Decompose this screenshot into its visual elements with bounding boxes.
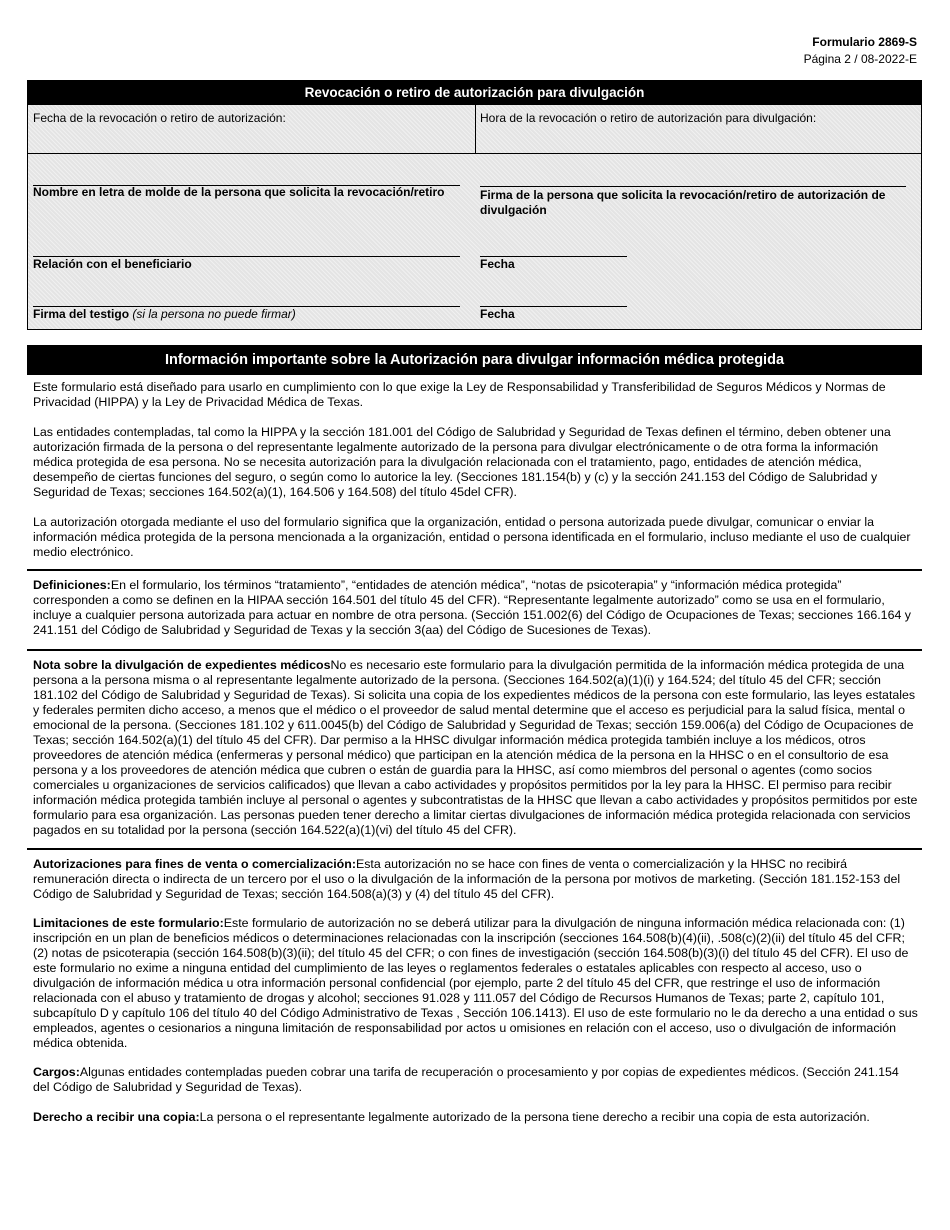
witness-label-text: Firma del testigo <box>33 307 130 321</box>
limitations-text: Este formulario de autorización no se deberá utilizar para la divulgación de ninguna información médica relacionada con: (1) inscripción en un plan de beneficios médicos o determinaciones relacionadas con la inscripción (secciones 164.508(b)(4)(ii), .508(c)(2)(ii) del título 45 del CFR; (2) notas de psicoterapia (sección 164.508(b)(3)(ii); del título 45 del CFR; o con fines de investigación (sección 164.508(b)(3)(i) del título 45 del CFR). El uso de este formulario no exime a ninguna entidad del cumplimiento de las leyes o reglamentos federales o estatales aplicables con respecto al acceso, uso o divulgación de información médica u otra información personal confidencial (por ejemplo, parte 2 del título 45 del CFR, que restringe el uso de información relacionada con el abuso y tratamiento de drogas y alcohol; secciones 91.028 y 111.057 del Código de Recursos Humanos de Texas; parte 2, capítulo 101, subcapítulo D y capítulo 106 del título 40 del Código Administrativo de Texas , Sección 106.1413). El uso de este formulario no le da derecho a una entidad o sus empleados, agentes o cesionarios a ninguna limitación de responsabilidad por actos u omisiones en relación con el acceso, uso o divulgación de información médica obtenida. <box>33 916 918 1050</box>
copy-right-text: La persona o el representante legalmente autorizado de la persona tiene derecho a recibir una copia de esta autorización. <box>199 1110 870 1124</box>
witness-note: (si la persona no puede firmar) <box>132 307 296 321</box>
section-divider <box>27 569 922 571</box>
charges-text: Algunas entidades contempladas pueden cobrar una tarifa de recuperación o procesamiento y por copias de expedientes médicos. (Sección 241.154 del Código de Salubridad y Seguridad de Texas). <box>33 1065 899 1094</box>
revocation-date-field[interactable]: Fecha de la revocación o retiro de autorización: <box>33 111 286 125</box>
charges-term: Cargos: <box>33 1065 80 1079</box>
section-divider <box>27 649 922 651</box>
definitions-text: En el formulario, los términos “tratamiento”, “entidades de atención médica”, “notas de psicoterapia” y “información médica protegida” corresponden a como se definen en la HIPAA sección 164.501 del título 45 del CFR). “Representante legalmente autorizado” como se usa en el formulario, incluye a cualquier persona autorizada para actuar en nombre de otra persona. (Sección 151.002(6) del Código de Ocupaciones de Texas; secciones 166.164 y 241.151 del Código de Salubridad y Seguridad de Texas y la sección 3(aa) del Código de Sucesiones de Texas). <box>33 578 911 637</box>
covered-entities-paragraph: Las entidades contempladas, tal como la HIPPA y la sección 181.001 del Código de Salubridad y Seguridad de Texas definen el término, deben obtener una autorización firmada de la persona o del representante legalmente autorizado de la persona para divulgar electrónicamente o de otra forma la información médica protegida de esa persona. No se necesita autorización para la divulgación relacionada con el tratamiento, pago, entidades de atención médica, desempeño de ciertas funciones del seguro, o según como lo autorice la ley. (Secciones 181.154(b) y (c) y la sección 241.153 del Código de Salubridad y Seguridad de Texas; secciones 164.502(a)(1), 164.506 y 164.508) del título 45del CFR). <box>33 425 891 499</box>
disclosure-note-term: Nota sobre la divulgación de expedientes médicos <box>33 658 331 672</box>
copy-right-term: Derecho a recibir una copia: <box>33 1110 200 1124</box>
authorization-meaning-paragraph: La autorización otorgada mediante el uso del formulario significa que la organización, entidad o persona autorizada puede divulgar, comunicar o enviar la información médica protegida de la persona mencionada a la organización, entidad o persona identificada en el formulario, incluso mediante el uso de cualquier medio electrónico. <box>33 515 911 559</box>
page-info: Página 2 / 08-2022-E <box>803 52 917 66</box>
form-number: Formulario 2869-S <box>812 35 917 49</box>
revocation-section <box>27 80 922 330</box>
definitions-term: Definiciones: <box>33 578 111 592</box>
charges-paragraph <box>33 1065 918 1095</box>
requester-signature-line[interactable] <box>480 186 906 187</box>
witness-date-label: Fecha <box>480 307 515 321</box>
sales-paragraph <box>33 857 918 902</box>
disclosure-note-paragraph <box>33 658 918 838</box>
limitations-paragraph <box>33 916 918 1051</box>
info-section-title: Información importante sobre la Autorización para divulgar información médica protegida <box>27 345 922 375</box>
field-divider <box>475 105 476 153</box>
divider <box>28 153 921 154</box>
copy-right-paragraph <box>33 1110 918 1125</box>
witness-label <box>33 307 296 322</box>
limitations-term: Limitaciones de este formulario: <box>33 916 224 930</box>
revocation-title: Revocación o retiro de autorización para divulgación <box>28 81 921 105</box>
requester-signature-label: Firma de la persona que solicita la revocación/retiro de autorización de divulgación <box>480 188 886 217</box>
intro-paragraph: Este formulario está diseñado para usarlo en cumplimiento con lo que exige la Ley de Responsabilidad y Transferibilidad de Seguros Médicos y Normas de Privacidad (HIPPA) y la Ley de Privacidad Médica de Texas. <box>33 380 886 409</box>
date-label: Fecha <box>480 257 515 271</box>
requester-name-label: Nombre en letra de molde de la persona que solicita la revocación/retiro <box>33 185 445 199</box>
sales-term: Autorizaciones para fines de venta o comercialización: <box>33 857 356 871</box>
relation-label: Relación con el beneficiario <box>33 257 192 271</box>
sales-text: Esta autorización no se hace con fines de venta o comercialización y la HHSC no recibirá remuneración directa o indirecta de un tercero por el uso o la divulgación de la información de la persona por motivos de marketing. (Sección 181.152-153 del Código de Salubridad y Seguridad de Texas; sección 164.508(a)(3) y (4) del título 45 del CFR). <box>33 857 901 901</box>
revocation-time-field[interactable]: Hora de la revocación o retiro de autorización para divulgación: <box>480 111 817 125</box>
definitions-paragraph <box>33 578 918 638</box>
section-divider <box>27 848 922 850</box>
disclosure-note-text: No es necesario este formulario para la divulgación permitida de la información médica protegida de una persona a la persona misma o al representante legalmente autorizado de la persona. (Secciones 164.502(a)(1)(i) y 164.524; del título 45 del CFR; sección 181.102 del Código de Salubridad y Seguridad de Texas). Si solicita una copia de los expedientes médicos de la persona con este formulario, las leyes estatales y federales permiten dicho acceso, a menos que el médico o el proveedor de salud mental determine que el acceso es perjudicial para la salud física, mental o emocional de la persona. (Secciones 181.102 y 611.0045(b) del Código de Salubridad y Seguridad de Texas; sección 159.006(a) del Código de Ocupaciones de Texas; sección 164.502(a)(1) del título 45 del CFR). Dar permiso a la HHSC divulgar información médica protegida también incluye a los médicos, otros proveedores de atención médica (enfermeras y personal médico) que participan en la atención médica de la persona en la HHSC o en el consultorio de esa persona y a los proveedores de atención médica que cubren o están de guardia para la HHSC, así como miembros del personal o agentes (como socios comerciales u organizaciones de servicios calificados) que llevan a cabo actividades y propósitos permitidos por la ley para la HHSC. El permiso para recibir información médica protegida también incluye al personal o agentes y subcontratistas de la HHSC que llevan a cabo actividades y propósitos permitidos por este formulario para esa organización. Las personas pueden tener derecho a limitar ciertas divulgaciones de información médica protegida relacionada con servicios pagados en su totalidad por la persona (sección 164.522(a)(1)(vi) del título 45 del CFR). <box>33 658 918 837</box>
page-header <box>804 34 917 68</box>
